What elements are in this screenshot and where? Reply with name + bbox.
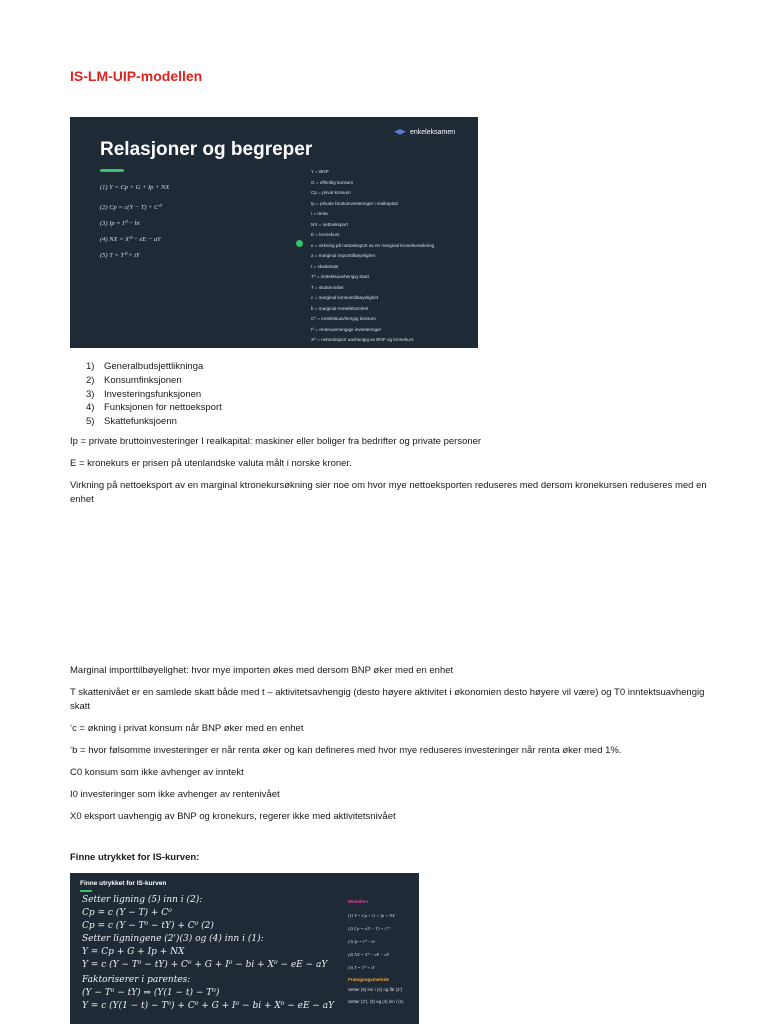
definition: Ip = private bruttoinvesteringer i realkapital [311, 200, 398, 206]
list-item [86, 360, 222, 374]
graduation-cap-icon [394, 129, 406, 136]
slide-is-curve [70, 873, 419, 1024]
procedure-heading: Framgangsmetode [348, 977, 390, 982]
list-number: 3) [86, 388, 95, 400]
handwritten-line: Y = Cp + G + Ip + NX [82, 947, 185, 957]
definition: I⁰ = renteuavhengige investeringer [311, 326, 382, 332]
paragraph-c0: C0 konsum som ikke avhenger av inntekt [70, 767, 244, 778]
procedure-step: Setter (2'), (3) og (4) inn i (1) [348, 999, 404, 1004]
handwritten-line: Setter ligning (5) inn i (2): [82, 895, 203, 905]
slide-relations-and-concepts [70, 117, 478, 348]
definition: Cp = privat konsum [311, 190, 351, 195]
list-text: Funksjonen for nettoeksport [104, 402, 222, 414]
list-number: 5) [86, 416, 95, 428]
handwritten-line: Cp = c (Y − T) + C⁰ [82, 908, 172, 918]
section-heading: Finne utrykket for IS-kurven: [70, 852, 200, 863]
list-number: 4) [86, 402, 95, 414]
pointer-dot [296, 240, 303, 247]
definition: E = kronekurs [311, 232, 340, 237]
definition: e = virkning på nettoeksport av en marginal kronekursøkning [311, 242, 435, 248]
definition: C⁰ = inntektsuavhengig konsum [311, 316, 376, 321]
definition: i = renta [311, 211, 328, 216]
list-text: Investeringsfunksjonen [104, 388, 202, 400]
handwritten-line: Y = c (Y(1 − t) − T⁰) + C⁰ + G + I⁰ − bi + X⁰ − eE − aY [82, 1001, 335, 1011]
model-equation: (2) Cp = c(Y − T) + C⁰ [348, 926, 390, 931]
function-list [86, 360, 222, 429]
list-text: Generalbudsjettlikninga [104, 361, 204, 372]
paragraph-ip: Ip = private bruttoinvesteringer I realkapital: maskiner eller boliger fra bedrifter og private personer [70, 436, 482, 447]
equation: (5) T = T⁰ + tY [100, 252, 140, 259]
list-text: Skattefunksjoenn [104, 416, 177, 428]
list-item [86, 415, 222, 429]
list-item [86, 401, 222, 415]
definition: t = skattesats [311, 263, 339, 269]
equation: (4) NX = X⁰ − eE − aY [100, 236, 161, 243]
slide-title: Finne utrykket for IS-kurven [80, 880, 167, 887]
paragraph-c: ‘c = økning i privat konsum når BNP øker med en enhet [70, 723, 304, 734]
list-number: 2) [86, 374, 95, 386]
definition: a = marginal importtilbøyelighet [311, 253, 375, 258]
definition: Y = BNP [311, 169, 329, 174]
definition: T⁰ = inntektsuavhengig skatt [311, 274, 369, 279]
title-underline [80, 890, 92, 892]
equation: (2) Cp = c(Y − T) + C⁰ [100, 204, 162, 211]
document-title: IS-LM-UIP-modellen [70, 68, 203, 84]
handwritten-line: (Y − T⁰ − tY) ⇒ (Y(1 − t) − T⁰) [82, 988, 220, 998]
equation: (3) Ip = I⁰ − bi [100, 220, 140, 227]
handwritten-line: Faktoriserer i parentes: [82, 975, 191, 985]
paragraph-b: ‘b = hvor følsomme investeringer er når renta øker og kan defineres med hvor mye reduseres investeringer når renta øker med 1%. [70, 745, 622, 756]
definition: c = marginal konsumtilbøyelighet [311, 295, 379, 300]
paragraph-nettoeksport: Virkning på nettoeksport av en marginal ktronekursøkning sier noe om hvor mye nettoeksporten reduseres med dersom kronekursen reduseres med en enhet [70, 480, 707, 505]
handwritten-line: Cp = c (Y − T⁰ − tY) + C⁰ (2) [82, 921, 214, 931]
brand-name: enkeleksamen [410, 129, 456, 136]
definition: T = skattenivået [311, 284, 344, 290]
list-text: Konsumfinksjonen [104, 374, 182, 386]
paragraph-x0: X0 eksport uavhengig av BNP og kronekurs, regerer ikke med aktivitetsnivået [70, 811, 396, 822]
paragraph-import: Marginal importtilbøyelighet: hvor mye importen økes med dersom BNP øker med en enhet [70, 665, 454, 676]
paragraph-i0: I0 investeringer som ikke avhenger av rentenivået [70, 789, 280, 800]
model-equation: (4) NX = X⁰ − eE − aY [348, 952, 390, 957]
slide-title: Relasjoner og begreper [100, 139, 313, 160]
model-equation: (3) Ip = I⁰ − bi [348, 939, 375, 944]
paragraph-skatt: T skattenivået er en samlede skatt både med t – aktivitetsavhengig (desto høyere aktivitet i økonomien desto høyere vil være) og T0 inntektsuavhengig skatt [70, 687, 705, 712]
list-number: 1) [86, 361, 95, 372]
handwritten-line: Setter ligningene (2')(3) og (4) inn i (1): [82, 934, 264, 944]
model-equation: (1) Y = Cp + G + Ip + NX [348, 913, 395, 918]
model-heading: Modellen [348, 899, 368, 904]
brand-logo [394, 129, 455, 136]
list-item [86, 388, 222, 402]
title-underline [100, 169, 124, 172]
list-item [86, 374, 222, 388]
definition: X⁰ = nettoeksport uavhengig av BNP og kronekurs [311, 337, 414, 342]
definition: NX = nettoeksport [311, 221, 348, 227]
equation: (1) Y = Cp + G + Ip + NX [100, 184, 170, 191]
procedure-step: Setter (5) inn i (2) og får (2') [348, 987, 403, 992]
model-equation: (5) T = T⁰ + tY [348, 965, 375, 970]
handwritten-line: Y = c (Y − T⁰ − tY) + C⁰ + G + I⁰ − bi + X⁰ − eE − aY [82, 960, 328, 970]
paragraph-kronekurs: E = kronekurs er prisen på utenlandske valuta målt i norske kroner. [70, 458, 352, 469]
definition: G = offentlig konsum [311, 179, 354, 185]
definition: b = marginal rentefølsomhet [311, 305, 369, 311]
